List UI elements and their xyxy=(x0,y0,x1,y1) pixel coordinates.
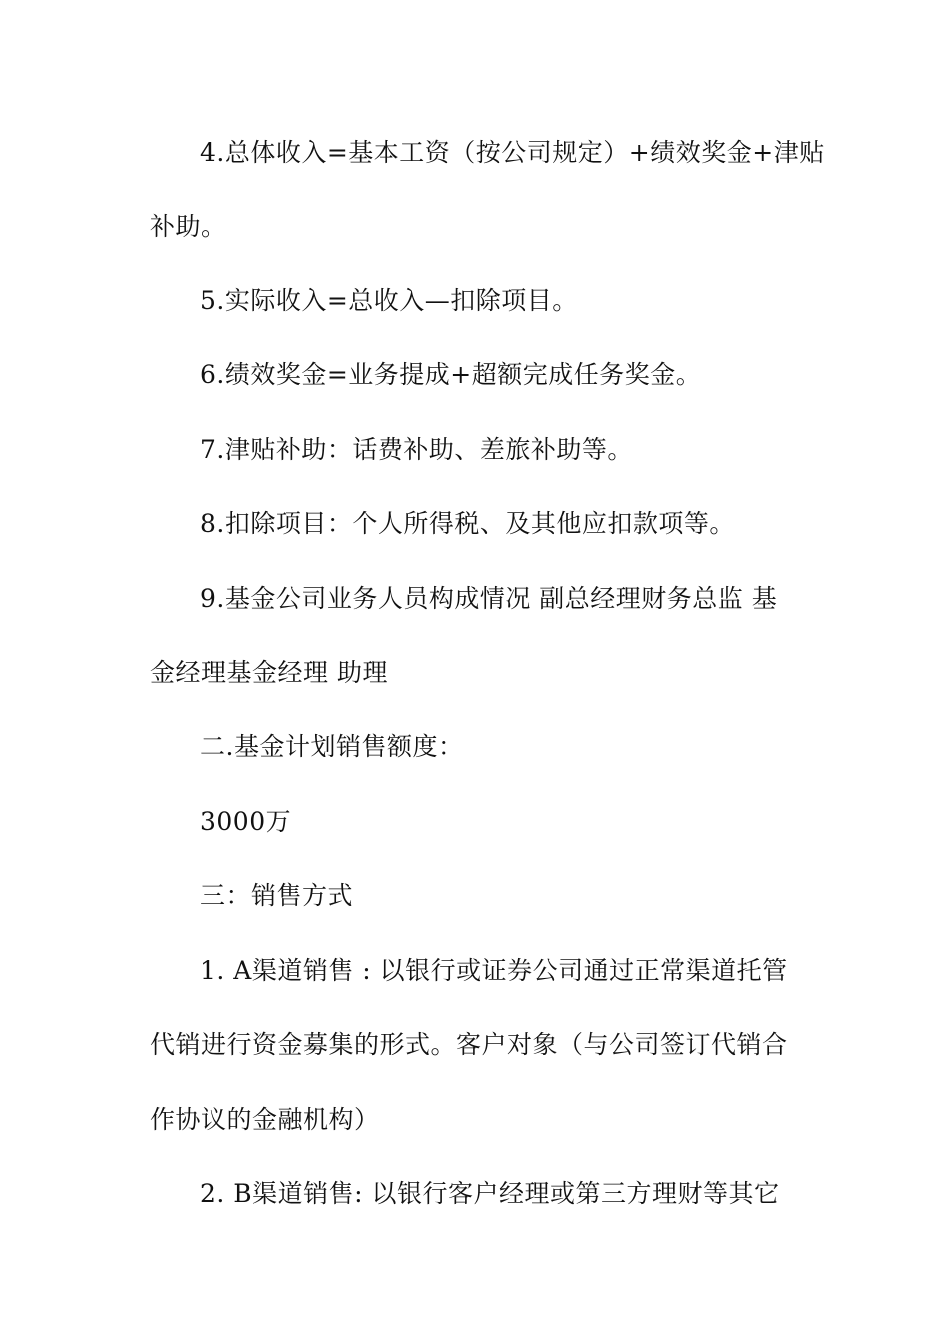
paragraph-line: 4.总体收入=基本工资（按公司规定）+绩效奖金+津贴 xyxy=(200,138,825,167)
paragraph-line: 代销进行资金募集的形式。客户对象（与公司签订代销合 xyxy=(150,1030,788,1059)
paragraph-line: 1. A渠道销售 : 以银行或证券公司通过正常渠道托管 xyxy=(200,956,788,985)
paragraph-line: 金经理基金经理 助理 xyxy=(150,658,388,687)
paragraph-line: 3000万 xyxy=(200,807,292,836)
paragraph-line: 6.绩效奖金=业务提成+超额完成任务奖金。 xyxy=(200,360,702,389)
paragraph-line: 补助。 xyxy=(150,212,227,241)
paragraph-line: 二.基金计划销售额度： xyxy=(200,732,464,761)
paragraph-line: 三：销售方式 xyxy=(200,881,354,910)
paragraph-line: 2. B渠道销售: 以银行客户经理或第三方理财等其它 xyxy=(200,1179,780,1208)
paragraph-line: 7.津贴补助：话费补助、差旅补助等。 xyxy=(200,435,633,464)
paragraph-line: 5.实际收入=总收入—扣除项目。 xyxy=(200,286,578,315)
paragraph-line: 9.基金公司业务人员构成情况 副总经理财务总监 基 xyxy=(200,584,778,613)
paragraph-line: 8.扣除项目：个人所得税、及其他应扣款项等。 xyxy=(200,509,735,538)
paragraph-line: 作协议的金融机构） xyxy=(150,1105,380,1134)
